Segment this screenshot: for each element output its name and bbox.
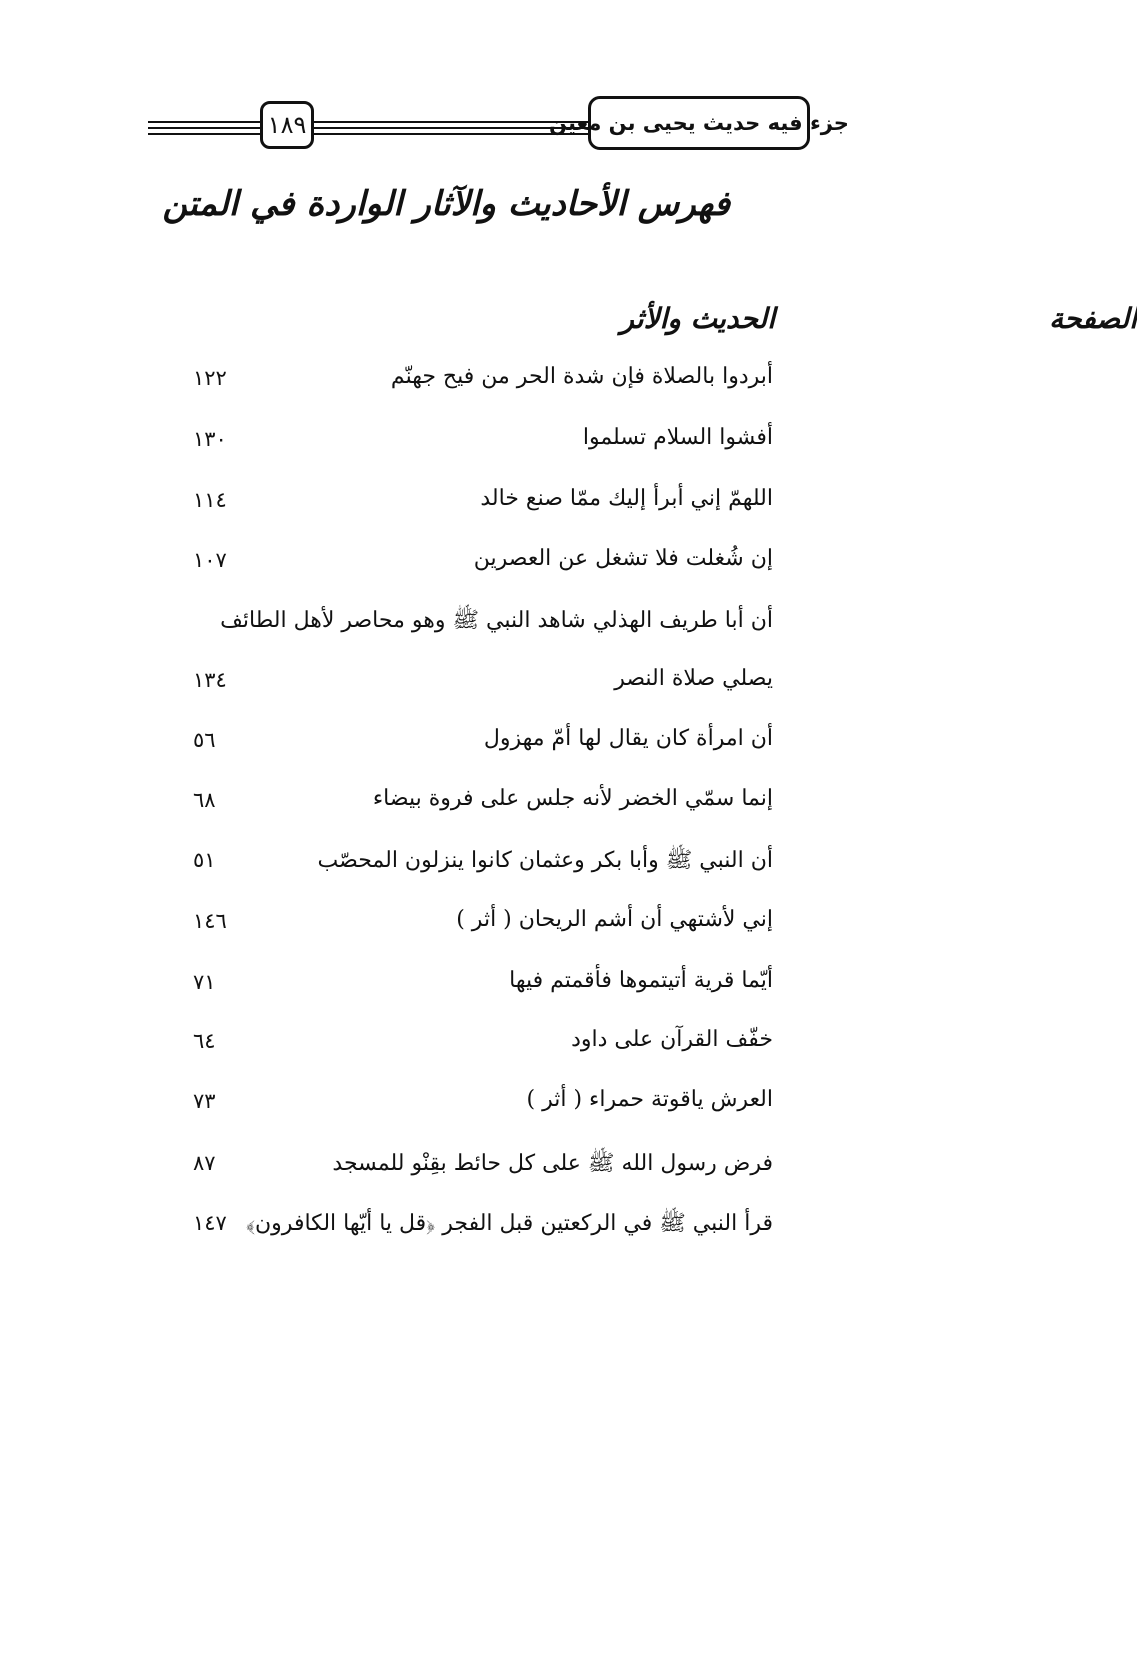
entry-page: ٦٤ bbox=[193, 1029, 216, 1053]
entry-page: ٦٨ bbox=[193, 788, 216, 812]
entry-page: ٨٧ bbox=[193, 1151, 216, 1175]
entry-page: ١٢٢ bbox=[193, 366, 227, 390]
entry-page: ١٤٧ bbox=[193, 1211, 227, 1235]
entry-page: ١٤٦ bbox=[193, 909, 227, 933]
entry-text: أن النبي ﷺ وأبا بكر وعثمان كانوا ينزلون المحصّب bbox=[317, 848, 773, 873]
column-header-page: الصفحة bbox=[1049, 302, 1137, 335]
entry-page: ١١٤ bbox=[193, 488, 227, 512]
entry-text: أبردوا بالصلاة فإن شدة الحر من فيح جهنّم bbox=[390, 364, 773, 389]
entry-page: ٥٦ bbox=[193, 728, 216, 752]
entry-text: فرض رسول الله ﷺ على كل حائط بقِنْو للمسجد bbox=[332, 1151, 773, 1176]
entry-text: قرأ النبي ﷺ في الركعتين قبل الفجر ﴿قل يا أيّها الكافرون﴾ bbox=[245, 1211, 773, 1236]
entry-text: أن أبا طريف الهذلي شاهد النبي ﷺ وهو محاصر لأهل الطائف bbox=[220, 608, 773, 633]
entry-text: إنما سمّي الخضر لأنه جلس على فروة بيضاء bbox=[372, 786, 773, 811]
entry-text: اللهمّ إني أبرأ إليك ممّا صنع خالد bbox=[480, 486, 773, 511]
entry-page: ١٣٠ bbox=[193, 427, 227, 451]
entry-text: أيّما قرية أتيتموها فأقمتم فيها bbox=[509, 968, 773, 993]
index-title: فهرس الأحاديث والآثار الواردة في المتن bbox=[162, 184, 730, 224]
column-header-hadith: الحديث والأثر bbox=[620, 302, 775, 335]
entry-text: إني لأشتهي أن أشم الريحان ( أثر ) bbox=[456, 907, 773, 932]
entry-page: ١٣٤ bbox=[193, 668, 227, 692]
entry-text: إن شُغلت فلا تشغل عن العصرين bbox=[473, 546, 773, 571]
page-number: ١٨٩ bbox=[260, 101, 314, 149]
entry-text: العرش ياقوتة حمراء ( أثر ) bbox=[526, 1087, 773, 1112]
entry-text: يصلي صلاة النصر bbox=[614, 666, 773, 691]
entry-page: ٧١ bbox=[193, 970, 216, 994]
running-header-title: جزء فيه حديث يحيى بن معين bbox=[588, 96, 810, 150]
entry-page: ١٠٧ bbox=[193, 548, 227, 572]
entry-text: أفشوا السلام تسلموا bbox=[582, 425, 773, 450]
entry-page: ٧٣ bbox=[193, 1089, 216, 1113]
entry-text: خفّف القرآن على داود bbox=[571, 1027, 773, 1052]
entry-text: أن امرأة كان يقال لها أمّ مهزول bbox=[483, 726, 773, 751]
entry-page: ٥١ bbox=[193, 848, 216, 872]
